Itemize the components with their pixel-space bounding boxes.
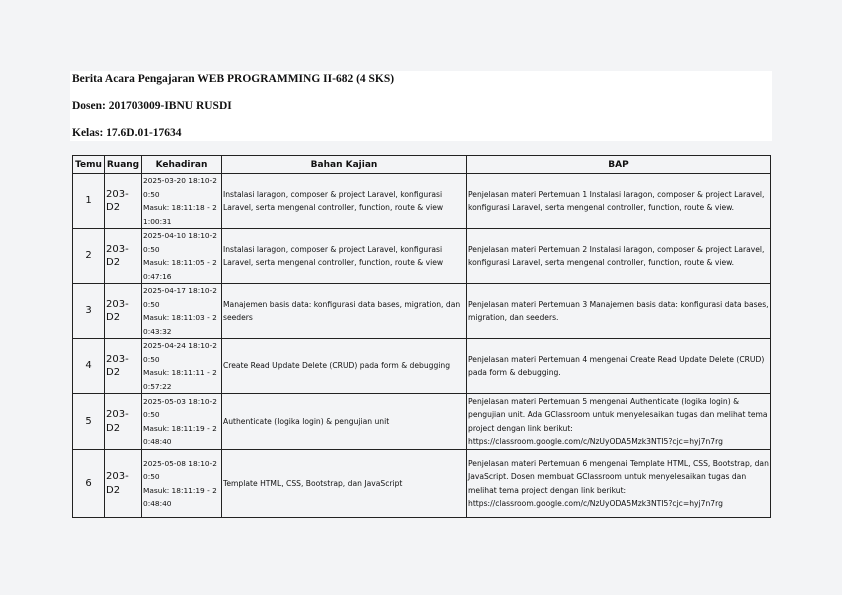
cell-bap: Penjelasan materi Pertemuan 6 mengenai Template HTML, CSS, Bootstrap, dan JavaScript. Dosen membuat GClassroom untuk menyelesaikan tugas dan melihat tema project dengan link berikut: https://classroom.google.com/c/NzUyODA5Mzk3NTI5?cjc=hyj7n7rg bbox=[467, 450, 771, 518]
column-header-ruang: Ruang bbox=[105, 156, 142, 174]
table-row bbox=[73, 450, 771, 518]
cell-bahan-kajian: Instalasi laragon, composer & project Laravel, konfigurasi Laravel, serta mengenal controller, function, route & view bbox=[222, 174, 467, 229]
kehadiran-jadwal: 2025-04-10 18:10-20:50 bbox=[143, 231, 217, 254]
cell-temu: 6 bbox=[73, 450, 105, 518]
kehadiran-masuk: Masuk: 18:11:05 - 20:47:16 bbox=[143, 258, 217, 281]
cell-temu: 5 bbox=[73, 394, 105, 450]
cell-bap: Penjelasan materi Pertemuan 5 mengenai Authenticate (logika login) & pengujian unit. Ada GClassroom untuk menyelesaikan tugas dan melihat tema project dengan link berikut: https://classroom.google.com/c/NzUyODA5Mzk3NTI5?cjc=hyj7n7rg bbox=[467, 394, 771, 450]
column-header-bap: BAP bbox=[467, 156, 771, 174]
cell-bahan-kajian: Create Read Update Delete (CRUD) pada form & debugging bbox=[222, 339, 467, 394]
bap-table bbox=[72, 155, 771, 518]
kehadiran-masuk: Masuk: 18:11:11 - 20:57:22 bbox=[143, 368, 217, 391]
kehadiran-masuk: Masuk: 18:11:03 - 20:43:32 bbox=[143, 313, 217, 336]
header-box bbox=[70, 71, 772, 141]
cell-kehadiran bbox=[142, 394, 222, 450]
cell-kehadiran bbox=[142, 174, 222, 229]
cell-ruang: 203-D2 bbox=[105, 284, 142, 339]
column-header-bahan-kajian: Bahan Kajian bbox=[222, 156, 467, 174]
cell-temu: 3 bbox=[73, 284, 105, 339]
kehadiran-jadwal: 2025-05-08 18:10-20:50 bbox=[143, 458, 217, 481]
cell-ruang: 203-D2 bbox=[105, 339, 142, 394]
kehadiran-jadwal: 2025-03-20 18:10-20:50 bbox=[143, 176, 217, 199]
kehadiran-masuk: Masuk: 18:11:18 - 21:00:31 bbox=[143, 203, 217, 226]
cell-bahan-kajian: Authenticate (logika login) & pengujian unit bbox=[222, 394, 467, 450]
kehadiran-masuk: Masuk: 18:11:19 - 20:48:40 bbox=[143, 423, 217, 446]
cell-kehadiran bbox=[142, 339, 222, 394]
cell-ruang: 203-D2 bbox=[105, 394, 142, 450]
cell-ruang: 203-D2 bbox=[105, 174, 142, 229]
lecturer-line: Dosen: 201703009-IBNU RUSDI bbox=[72, 100, 232, 112]
cell-bahan-kajian: Template HTML, CSS, Bootstrap, dan JavaScript bbox=[222, 450, 467, 518]
cell-kehadiran bbox=[142, 229, 222, 284]
kehadiran-jadwal: 2025-04-24 18:10-20:50 bbox=[143, 341, 217, 364]
class-line: Kelas: 17.6D.01-17634 bbox=[72, 127, 182, 139]
cell-bap: Penjelasan materi Pertemuan 1 Instalasi laragon, composer & project Laravel, konfigurasi Laravel, serta mengenal controller, function, route & view. bbox=[467, 174, 771, 229]
table-row bbox=[73, 284, 771, 339]
cell-temu: 1 bbox=[73, 174, 105, 229]
table-row bbox=[73, 394, 771, 450]
kehadiran-masuk: Masuk: 18:11:19 - 20:48:40 bbox=[143, 485, 217, 508]
table-header-row bbox=[73, 156, 771, 174]
cell-kehadiran bbox=[142, 284, 222, 339]
cell-bahan-kajian: Instalasi laragon, composer & project Laravel, konfigurasi Laravel, serta mengenal controller, function, route & view bbox=[222, 229, 467, 284]
cell-bap: Penjelasan materi Pertemuan 4 mengenai Create Read Update Delete (CRUD) pada form & debugging. bbox=[467, 339, 771, 394]
table-row bbox=[73, 339, 771, 394]
cell-kehadiran bbox=[142, 450, 222, 518]
kehadiran-jadwal: 2025-04-17 18:10-20:50 bbox=[143, 286, 217, 309]
cell-bahan-kajian: Manajemen basis data: konfigurasi data bases, migration, dan seeders bbox=[222, 284, 467, 339]
cell-bap: Penjelasan materi Pertemuan 3 Manajemen basis data: konfigurasi data bases, migration, dan seeders. bbox=[467, 284, 771, 339]
table-row bbox=[73, 174, 771, 229]
column-header-temu: Temu bbox=[73, 156, 105, 174]
table-row bbox=[73, 229, 771, 284]
column-header-kehadiran: Kehadiran bbox=[142, 156, 222, 174]
cell-bap: Penjelasan materi Pertemuan 2 Instalasi laragon, composer & project Laravel, konfigurasi Laravel, serta mengenal controller, function, route & view. bbox=[467, 229, 771, 284]
cell-ruang: 203-D2 bbox=[105, 229, 142, 284]
document-title: Berita Acara Pengajaran WEB PROGRAMMING II-682 (4 SKS) bbox=[72, 73, 395, 85]
kehadiran-jadwal: 2025-05-03 18:10-20:50 bbox=[143, 396, 217, 419]
cell-ruang: 203-D2 bbox=[105, 450, 142, 518]
cell-temu: 4 bbox=[73, 339, 105, 394]
cell-temu: 2 bbox=[73, 229, 105, 284]
